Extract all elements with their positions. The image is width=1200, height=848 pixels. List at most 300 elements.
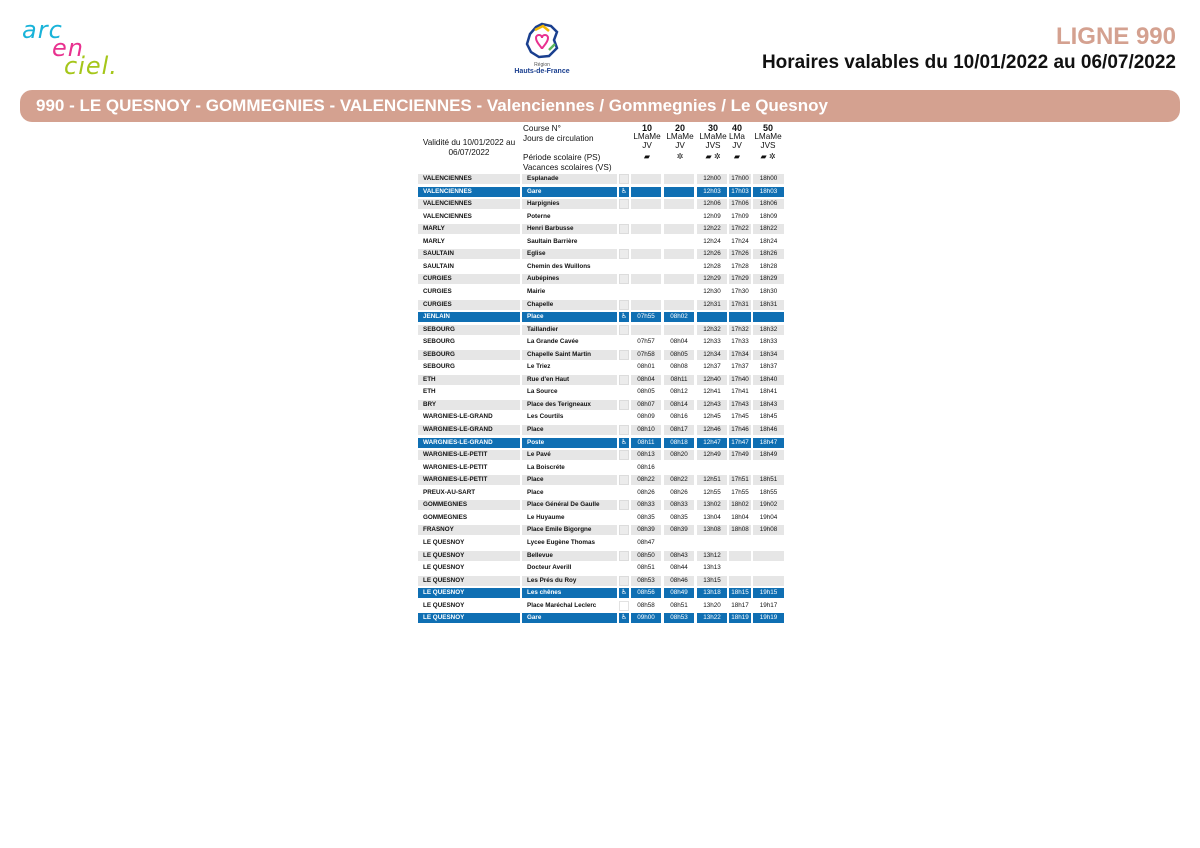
town-cell: VALENCIENNES [418,174,520,184]
time-cell [664,274,694,284]
time-cell: 17h45 [731,413,749,421]
accessibility-icon [619,488,629,498]
table-row [418,538,784,548]
stop-cell: Rue d'en Haut [522,375,617,385]
town-cell: WARGNIES-LE-GRAND [418,425,520,435]
time-cell: 08h46 [664,576,694,586]
time-cell: 18h31 [753,300,784,310]
table-row [418,513,784,523]
stop-cell: La Source [527,388,558,396]
accessibility-icon [619,212,629,222]
stop-cell: Docteur Averill [527,564,572,572]
stop-cell: Place [522,312,617,322]
period-icon: ▰ [643,152,651,162]
time-cell: 17h29 [729,274,751,284]
time-cell: 18h17 [731,601,749,609]
period-icon: ▰ [733,152,741,162]
town-cell: GOMMEGNIES [423,513,468,521]
accessibility-icon [619,224,629,234]
time-cell: 17h49 [729,450,751,460]
time-cell [664,325,694,335]
town-cell: SEBOURG [423,338,455,346]
time-cell: 08h35 [637,513,655,521]
time-cell: 08h17 [664,425,694,435]
time-cell: 08h22 [664,475,694,485]
time-cell: 08h04 [670,338,688,346]
time-cell: 18h09 [759,212,778,220]
town-cell: LE QUESNOY [423,601,465,609]
time-cell: 08h05 [637,388,655,396]
town-cell: LE QUESNOY [423,564,465,572]
stop-cell: Aubépines [522,274,617,284]
stop-cell: Poterne [527,212,551,220]
accessibility-icon [619,325,629,335]
time-cell [631,325,661,335]
time-cell: 08h56 [631,588,661,598]
time-cell [631,274,661,284]
stop-cell: Place Général De Gaulle [522,500,617,510]
stop-cell: Saultain Barrière [527,237,578,245]
table-row [418,224,784,234]
town-cell: CURGIES [418,274,520,284]
time-cell: 18h00 [753,174,784,184]
time-cell [664,199,694,209]
stop-cell: Harpignies [522,199,617,209]
course-label: Course N° [523,124,561,133]
time-cell: 18h30 [759,287,778,295]
table-row [418,412,784,422]
table-row [418,274,784,284]
town-cell: CURGIES [418,300,520,310]
time-cell: 07h58 [631,350,661,360]
time-cell: 08h18 [664,438,694,448]
course-number: 20 [674,123,685,133]
town-cell: SEBOURG [423,363,455,371]
time-cell: 12h06 [697,199,727,209]
town-cell: WARGNIES-LE-PETIT [423,463,488,471]
town-cell: LE QUESNOY [418,576,520,586]
town-cell: LE QUESNOY [418,588,520,598]
time-cell: 08h07 [631,400,661,410]
town-cell: PREUX-AU-SART [423,488,476,496]
town-cell: WARGNIES-LE-PETIT [418,475,520,485]
time-cell [664,212,694,222]
accessibility-icon [619,387,629,397]
table-row [418,601,784,611]
stop-cell: Place [522,425,617,435]
time-cell: 13h13 [703,564,721,572]
time-cell [729,551,751,561]
time-cell: 08h16 [670,413,688,421]
time-cell: 18h32 [753,325,784,335]
time-cell: 13h18 [697,588,727,598]
time-cell: 18h06 [753,199,784,209]
accessibility-icon [619,412,629,422]
stop-cell: Mairie [527,287,546,295]
accessibility-icon [619,199,629,209]
time-cell: 18h26 [753,249,784,259]
time-cell [664,463,694,473]
stop-cell: Chapelle [522,300,617,310]
town-cell: SAULTAIN [423,262,454,270]
time-cell: 17h31 [729,300,751,310]
time-cell: 12h22 [697,224,727,234]
time-cell: 08h09 [637,413,655,421]
table-row [418,249,784,259]
stop-cell: Les Prés du Roy [522,576,617,586]
table-row [418,300,784,310]
accessibility-icon: ♿ [620,614,628,622]
time-cell: 12h31 [697,300,727,310]
time-cell: 12h33 [703,338,721,346]
town-cell: WARGNIES-LE-GRAND [423,413,493,421]
table-row [418,588,784,598]
validity-title: Horaires valables du 10/01/2022 au 06/07/2022 [761,52,1176,73]
table-row [418,387,784,397]
vacances-label: Vacances scolaires (VS) [523,162,612,172]
time-cell: 18h47 [753,438,784,448]
stop-cell: Les chênes [522,588,617,598]
time-cell: 08h33 [631,500,661,510]
time-cell: 12h51 [697,475,727,485]
header-labels [523,124,612,172]
accessibility-icon [619,463,629,473]
region-label: Région [534,62,550,68]
period-icon: ▰ ✲ [705,152,721,162]
time-cell: 18h08 [729,525,751,535]
accessibility-icon [619,350,629,360]
table-row [418,425,784,435]
stop-cell: Gare [522,613,617,623]
time-cell: 08h10 [631,425,661,435]
time-cell: 07h55 [631,312,661,322]
town-cell: SAULTAIN [418,249,520,259]
time-cell: 17h41 [731,388,749,396]
accessibility-icon [619,425,629,435]
accessibility-icon [619,337,629,347]
town-cell: FRASNOY [418,525,520,535]
time-cell: 08h01 [637,363,655,371]
stop-cell: Poste [522,438,617,448]
time-cell: 08h58 [637,601,655,609]
accessibility-icon: ♿ [620,589,628,597]
accessibility-icon [619,551,629,561]
table-row [418,613,784,623]
time-cell [631,212,661,222]
stop-cell: Place [522,475,617,485]
time-cell: 18h49 [753,450,784,460]
time-cell [753,563,784,573]
table-row [418,262,784,272]
time-cell [664,249,694,259]
accessibility-icon [619,601,629,611]
accessibility-icon [619,174,629,184]
time-cell: 19h02 [753,500,784,510]
table-row [418,174,784,184]
time-cell: 17h40 [729,375,751,385]
time-cell: 12h24 [703,237,721,245]
time-cell: 08h13 [631,450,661,460]
course-days: LMaMe [666,131,694,141]
time-cell: 08h22 [631,475,661,485]
validity-note: Validité du 10/01/2022 au 06/07/2022 [422,138,516,157]
time-cell: 18h34 [753,350,784,360]
accessibility-icon [619,300,629,310]
town-cell: SEBOURG [418,350,520,360]
time-cell [753,551,784,561]
town-cell: WARGNIES-LE-GRAND [418,438,520,448]
time-cell: 12h40 [697,375,727,385]
time-cell: 13h02 [697,500,727,510]
stop-cell: Le Triez [527,363,551,371]
time-cell: 19h19 [753,613,784,623]
table-row [418,576,784,586]
time-cell: 18h04 [731,513,749,521]
table-row [418,325,784,335]
stop-cell: Chemin des Wuillons [527,262,591,270]
course-column [630,124,664,162]
logo-word-3: ciel. [64,52,118,80]
arc-en-ciel-logo [22,18,142,82]
table-row [418,551,784,561]
accessibility-icon [619,475,629,485]
time-cell: 08h51 [637,564,655,572]
time-cell [729,563,751,573]
time-cell: 18h19 [729,613,751,623]
time-cell: 12h30 [703,287,721,295]
time-cell [631,174,661,184]
course-days-2: JVS [760,140,776,150]
accessibility-icon [619,400,629,410]
course-number: 30 [707,123,718,133]
time-cell: 12h45 [703,413,721,421]
time-cell: 08h02 [664,312,694,322]
time-cell [631,187,661,197]
table-row [418,438,784,448]
table-row [418,362,784,372]
table-row [418,525,784,535]
time-cell [631,249,661,259]
accessibility-icon [619,525,629,535]
time-cell: 12h00 [697,174,727,184]
time-cell [729,463,751,473]
table-row [418,450,784,460]
table-row [418,212,784,222]
time-cell: 19h08 [753,525,784,535]
time-cell: 08h47 [637,538,655,546]
course-column [724,124,750,162]
time-cell: 18h41 [759,388,778,396]
course-number: 40 [731,123,742,133]
time-cell: 17h32 [729,325,751,335]
route-banner: 990 - LE QUESNOY - GOMMEGNIES - VALENCIENNES - Valenciennes / Gommegnies / Le Quesnoy [20,90,1180,122]
stop-cell: Lycee Eugène Thomas [527,538,596,546]
course-column [751,124,785,162]
time-cell: 17h28 [731,262,749,270]
time-cell: 17h26 [729,249,751,259]
stop-cell: Eglise [522,249,617,259]
course-column [663,124,697,162]
course-days: LMaMe [633,131,661,141]
time-cell: 18h28 [759,262,778,270]
timetable-header [418,124,784,174]
time-cell [631,237,661,247]
accessibility-icon [619,274,629,284]
time-cell: 18h46 [753,425,784,435]
time-cell: 08h39 [664,525,694,535]
town-cell: MARLY [423,237,445,245]
time-cell: 08h51 [670,601,688,609]
time-cell: 08h08 [670,363,688,371]
town-cell: ETH [418,375,520,385]
time-cell: 08h44 [670,564,688,572]
time-cell: 09h00 [631,613,661,623]
table-row [418,375,784,385]
time-cell: 17h24 [731,237,749,245]
time-cell [631,300,661,310]
time-cell: 12h55 [703,488,721,496]
table-row [418,475,784,485]
time-cell: 18h40 [753,375,784,385]
time-cell: 08h05 [664,350,694,360]
time-cell: 17h06 [729,199,751,209]
town-cell: JENLAIN [418,312,520,322]
time-cell [729,576,751,586]
table-row [418,350,784,360]
time-cell [664,224,694,234]
table-row [418,488,784,498]
stop-cell: Les Courtils [527,413,564,421]
course-days-2: JVS [705,140,721,150]
time-cell: 18h55 [759,488,778,496]
accessibility-icon [619,375,629,385]
time-cell [631,199,661,209]
accessibility-icon [619,576,629,586]
time-cell: 17h51 [729,475,751,485]
time-cell [697,312,727,322]
time-cell: 08h35 [670,513,688,521]
region-map-icon [521,20,563,60]
course-number: 50 [762,123,773,133]
time-cell: 12h09 [703,212,721,220]
time-cell [664,187,694,197]
time-cell: 18h15 [729,588,751,598]
time-cell: 08h20 [664,450,694,460]
time-cell: 19h17 [759,601,778,609]
time-cell: 18h33 [759,338,778,346]
time-cell: 12h32 [697,325,727,335]
town-cell: CURGIES [423,287,452,295]
time-cell [729,538,751,548]
time-cell [664,300,694,310]
time-cell: 08h12 [670,388,688,396]
time-cell: 18h29 [753,274,784,284]
course-number: 10 [641,123,652,133]
table-row [418,237,784,247]
time-cell: 12h47 [697,438,727,448]
time-cell [664,538,694,548]
time-cell: 12h41 [703,388,721,396]
accessibility-icon [619,513,629,523]
time-cell [631,224,661,234]
time-cell: 18h51 [753,475,784,485]
accessibility-icon: ♿ [620,187,628,195]
course-days-2: JV [732,140,742,150]
time-cell: 13h12 [697,551,727,561]
town-cell: MARLY [418,224,520,234]
table-row [418,287,784,297]
accessibility-icon [619,538,629,548]
time-cell: 08h33 [664,500,694,510]
time-cell: 18h03 [753,187,784,197]
stop-cell: La Grande Cavée [527,338,579,346]
time-cell [753,538,784,548]
time-cell [664,287,694,297]
town-cell: BRY [418,400,520,410]
time-cell [729,312,751,322]
accessibility-icon: ♿ [620,438,628,446]
time-cell: 18h24 [759,237,778,245]
time-cell [664,262,694,272]
course-days: LMaMe [699,131,727,141]
stop-cell: Place Maréchal Leclerc [527,601,597,609]
time-cell: 08h49 [664,588,694,598]
table-row [418,312,784,322]
stop-cell: Le Huyaume [527,513,565,521]
time-cell: 13h22 [697,613,727,623]
stop-cell: Esplanade [522,174,617,184]
table-row [418,563,784,573]
time-cell [664,237,694,247]
town-cell: WARGNIES-LE-PETIT [418,450,520,460]
table-row [418,400,784,410]
stop-cell: Place [527,488,544,496]
accessibility-icon [619,450,629,460]
time-cell: 17h46 [729,425,751,435]
time-cell: 17h37 [731,363,749,371]
region-name: Hauts-de-France [514,68,570,75]
time-cell: 12h46 [697,425,727,435]
time-cell [753,312,784,322]
stop-cell: Place des Terigneaux [522,400,617,410]
accessibility-icon [619,237,629,247]
time-cell: 08h11 [664,375,694,385]
periode-label: Période scolaire (PS) [523,153,601,163]
time-cell: 08h53 [631,576,661,586]
town-cell: LE QUESNOY [418,613,520,623]
time-cell: 12h26 [697,249,727,259]
town-cell: SEBOURG [418,325,520,335]
town-cell: GOMMEGNIES [418,500,520,510]
region-logo [512,20,572,80]
time-cell: 13h08 [697,525,727,535]
time-cell: 08h53 [664,613,694,623]
town-cell: VALENCIENNES [418,187,520,197]
time-cell: 12h34 [697,350,727,360]
course-days: LMaMe [754,131,782,141]
accessibility-icon [619,249,629,259]
time-cell: 08h26 [670,488,688,496]
time-cell: 12h29 [697,274,727,284]
time-cell: 17h30 [731,287,749,295]
time-cell: 08h26 [637,488,655,496]
time-cell: 13h15 [697,576,727,586]
time-cell: 12h03 [697,187,727,197]
course-days-2: JV [675,140,685,150]
stop-cell: Le Pavé [522,450,617,460]
accessibility-icon [619,563,629,573]
time-cell: 17h55 [731,488,749,496]
